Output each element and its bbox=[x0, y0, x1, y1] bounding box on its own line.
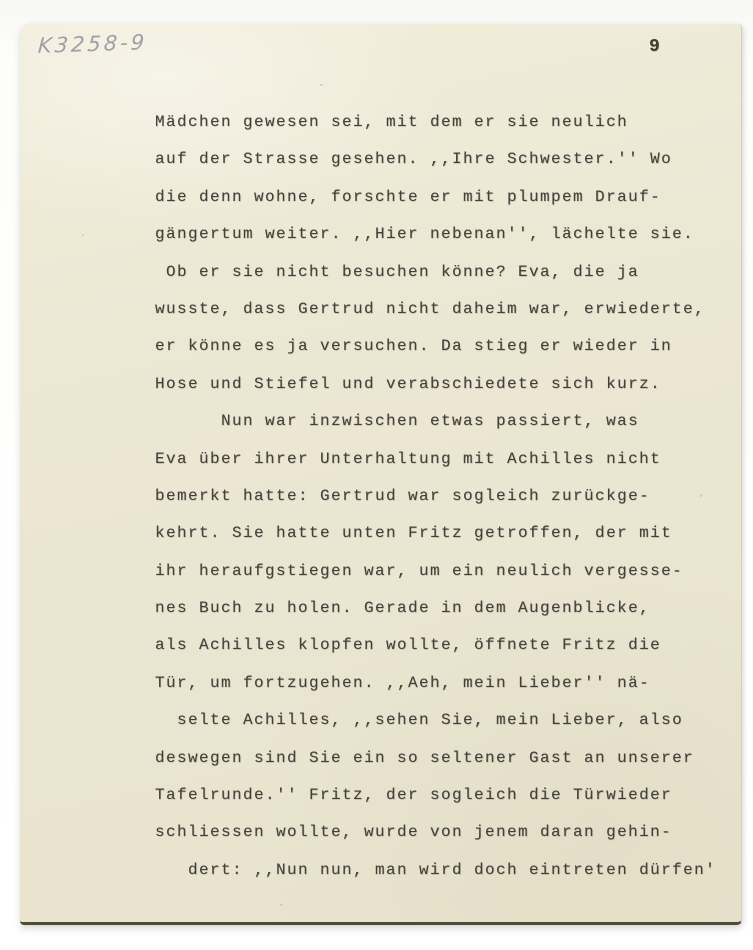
paper-speck bbox=[280, 904, 283, 906]
typewritten-text-block bbox=[155, 104, 730, 889]
paper-speck bbox=[82, 234, 84, 236]
handwritten-archive-annotation: K3258-9 bbox=[37, 30, 148, 58]
text-line: deswegen sind Sie ein so seltener Gast an unserer bbox=[155, 748, 695, 767]
text-line: nes Buch zu holen. Gerade in dem Augenblicke, bbox=[155, 599, 651, 618]
text-line: gängertum weiter. ,,Hier nebenan'', lächelte sie. bbox=[155, 225, 695, 244]
text-line: Eva über ihrer Unterhaltung mit Achilles nicht bbox=[155, 449, 662, 468]
text-line: kehrt. Sie hatte unten Fritz getroffen, der mit bbox=[155, 524, 673, 543]
text-line: er könne es ja versuchen. Da stieg er wieder in bbox=[155, 337, 673, 356]
paper-speck bbox=[320, 84, 323, 86]
text-line: selte Achilles, ,,sehen Sie, mein Lieber, also bbox=[155, 711, 684, 730]
text-line: auf der Strasse gesehen. ,,Ihre Schwester.'' Wo bbox=[155, 150, 673, 169]
text-line: Nun war inzwischen etwas passiert, was bbox=[155, 412, 640, 431]
text-line: wusste, dass Gertrud nicht daheim war, erwiederte, bbox=[155, 299, 706, 318]
text-line: bemerkt hatte: Gertrud war sogleich zurückge- bbox=[155, 486, 651, 505]
text-line: Tafelrunde.'' Fritz, der sogleich die Türwieder bbox=[155, 786, 673, 805]
text-line: schliessen wollte, wurde von jenem daran gehin- bbox=[155, 823, 673, 842]
text-line: Hose und Stiefel und verabschiedete sich kurz. bbox=[155, 374, 662, 393]
text-line: ihr heraufgstiegen war, um ein neulich vergesse- bbox=[155, 561, 684, 580]
page-number: 9 bbox=[649, 37, 660, 57]
paper-speck bbox=[700, 494, 702, 497]
text-line: die denn wohne, forschte er mit plumpem Drauf- bbox=[155, 187, 662, 206]
text-line: Ob er sie nicht besuchen könne? Eva, die ja bbox=[155, 262, 640, 281]
text-line: Mädchen gewesen sei, mit dem er sie neulich bbox=[155, 113, 629, 131]
text-line: Tür, um fortzugehen. ,,Aeh, mein Lieber'' nä- bbox=[155, 673, 651, 692]
document-page bbox=[20, 24, 742, 925]
text-line: als Achilles klopfen wollte, öffnete Fritz die bbox=[155, 636, 662, 655]
text-line: dert: ,,Nun nun, man wird doch eintreten dürfen' bbox=[155, 860, 717, 879]
